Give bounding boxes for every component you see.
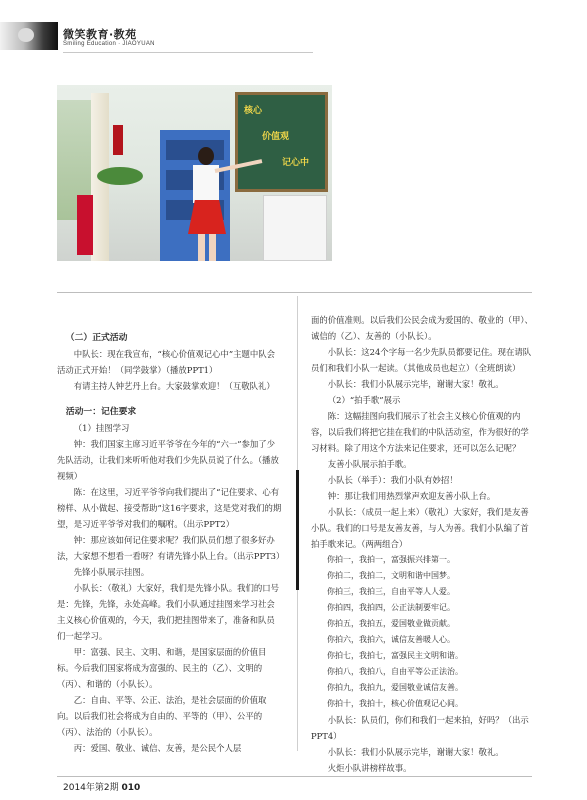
paragraph: 小队长：这24个字每一名少先队员都要记住。现在请队员们和我们小队一起读。（其他成员也起立）（全班朗读） (311, 347, 532, 373)
paragraph: 钟：那让我们用热烈掌声欢迎友善小队上台。 (327, 491, 496, 501)
section-heading: （二）正式活动 (65, 333, 128, 343)
paragraph: 先锋小队展示挂图。 (73, 567, 150, 577)
song-line: 你拍七，我拍七，富强民主文明和谐。 (327, 651, 463, 660)
content-divider (57, 292, 532, 293)
board-text-2: 价值观 (262, 132, 290, 142)
paragraph: 火炬小队讲榜样故事。 (327, 763, 412, 773)
paragraph: （1）挂图学习 (73, 423, 130, 433)
page-footer (63, 780, 140, 793)
board-text-3: 记心中 (282, 158, 310, 168)
page-header (0, 0, 587, 56)
magazine-title: 微笑教育·教苑 (63, 28, 137, 41)
song-line: 你拍一，我拍一，富强振兴排第一。 (327, 555, 455, 564)
footer-divider (57, 776, 532, 777)
song-line: 你拍九，我拍九，爱国敬业诚信友善。 (327, 683, 463, 692)
paragraph: 小队长（举手）：我们小队有妙招！ (327, 475, 458, 485)
song-line: 你拍十，我拍十，核心价值观记心间。 (327, 699, 463, 708)
song-line: 你拍五，我拍五，爱国敬业做贡献。 (327, 619, 455, 628)
paragraph: （2）“拍手歌”展示 (327, 395, 401, 405)
left-column (57, 328, 283, 756)
paragraph: 友善小队展示拍手歌。 (327, 459, 412, 469)
column-divider-accent (296, 470, 299, 590)
plant (97, 167, 143, 185)
paragraph: 小队长：队员们，你们和我们一起来拍，好吗？（出示PPT4） (311, 715, 529, 741)
student-legs (198, 234, 216, 261)
paragraph: 陈：这幅挂图向我们展示了社会主义核心价值观的内容，以后我们将把它挂在我们的中队活动室，作为很好的学习材料。除了用这个方法来记住要求，还可以怎么记呢？ (311, 411, 529, 453)
paragraph: 小队长：我们小队展示完毕，谢谢大家！敬礼。 (327, 747, 504, 757)
right-column (311, 312, 533, 776)
header-divider (63, 52, 313, 53)
blackboard (235, 92, 328, 192)
song-line: 你拍四，我拍四，公正法制要牢记。 (327, 603, 455, 612)
paragraph-gap (57, 394, 283, 402)
paragraph: 钟：那应该如何记住要求呢？我们队员们想了很多好办法，大家想不想看一看呀？有请先锋小队上台。（出示PPT3） (57, 535, 285, 561)
paragraph: 小队长：（敬礼）大家好，我们是先锋小队。我们的口号是：先锋，先锋，永处高峰。我们小队通过挂图来学习社会主义核心价值观的，今天，我们把挂图带来了，准备和队员们一起学习。 (57, 583, 279, 641)
page-number: 010 (121, 783, 141, 793)
song-line: 你拍八，我拍八，自由平等公正法治。 (327, 667, 463, 676)
cabinet (263, 195, 327, 261)
paragraph: 钟：我们国家主席习近平爷爷在今年的“六一”参加了少先队活动，让我们来听听他对我们少先队员说了什么。（播放视频） (57, 439, 279, 481)
paragraph: 面的价值准则。以后我们公民会成为爱国的、敬业的（甲）、诚信的（乙）、友善的（小队长）。 (311, 315, 533, 341)
section-heading: 活动一：记住要求 (65, 407, 137, 417)
paragraph: 小队长：我们小队展示完毕，谢谢大家！敬礼。 (327, 379, 504, 389)
paragraph: 陈：在这里，习近平爷爷向我们提出了“记住要求、心有榜样、从小做起、接受帮助”这16字要求，这是党对我们的期望，是习近平爷爷对我们的嘱咐。（出示PPT2） (57, 487, 282, 529)
header-portrait-image (0, 22, 58, 50)
classroom-photo (57, 85, 332, 261)
paragraph: 乙：自由、平等、公正、法治，是社会层面的价值取向。以后我们社会将成为自由的、平等的（甲）、公平的（丙）、法治的（小队长）。 (57, 695, 267, 737)
pennant (113, 125, 123, 155)
paragraph: 小队长：（成员一起上来）（敬礼）大家好，我们是友善小队。我们的口号是友善友善，与人为善。我们小队编了首拍手歌来记。（两两组合） (311, 507, 529, 549)
issue-label: 2014年第2期 (63, 783, 119, 793)
paragraph: 丙：爱国、敬业、诚信、友善，是公民个人层 (73, 743, 242, 753)
song-line: 你拍六，我拍六，诚信友善暖人心。 (327, 635, 455, 644)
paragraph: 有请主持人钟艺丹上台。大家鼓掌欢迎！（互敬队礼） (73, 381, 275, 391)
red-flag (77, 195, 93, 255)
paragraph: 中队长：现在我宣布，“核心价值观记心中”主题中队会活动正式开始！（同学鼓掌）（播放PPT1） (57, 349, 275, 375)
paragraph: 甲：富强、民主、文明、和谐，是国家层面的价值目标。今后我们国家将成为富强的、民主的（乙）、文明的（丙）、和谐的（小队长）。 (57, 647, 267, 689)
song-line: 你拍二，我拍二，文明和谐中国梦。 (327, 571, 455, 580)
magazine-subtitle: Smiling Education · JIAOYUAN (63, 41, 155, 47)
song-line: 你拍三，我拍三，自由平等人人爱。 (327, 587, 455, 596)
board-text-1: 核心 (244, 106, 263, 116)
student-head (198, 147, 214, 165)
